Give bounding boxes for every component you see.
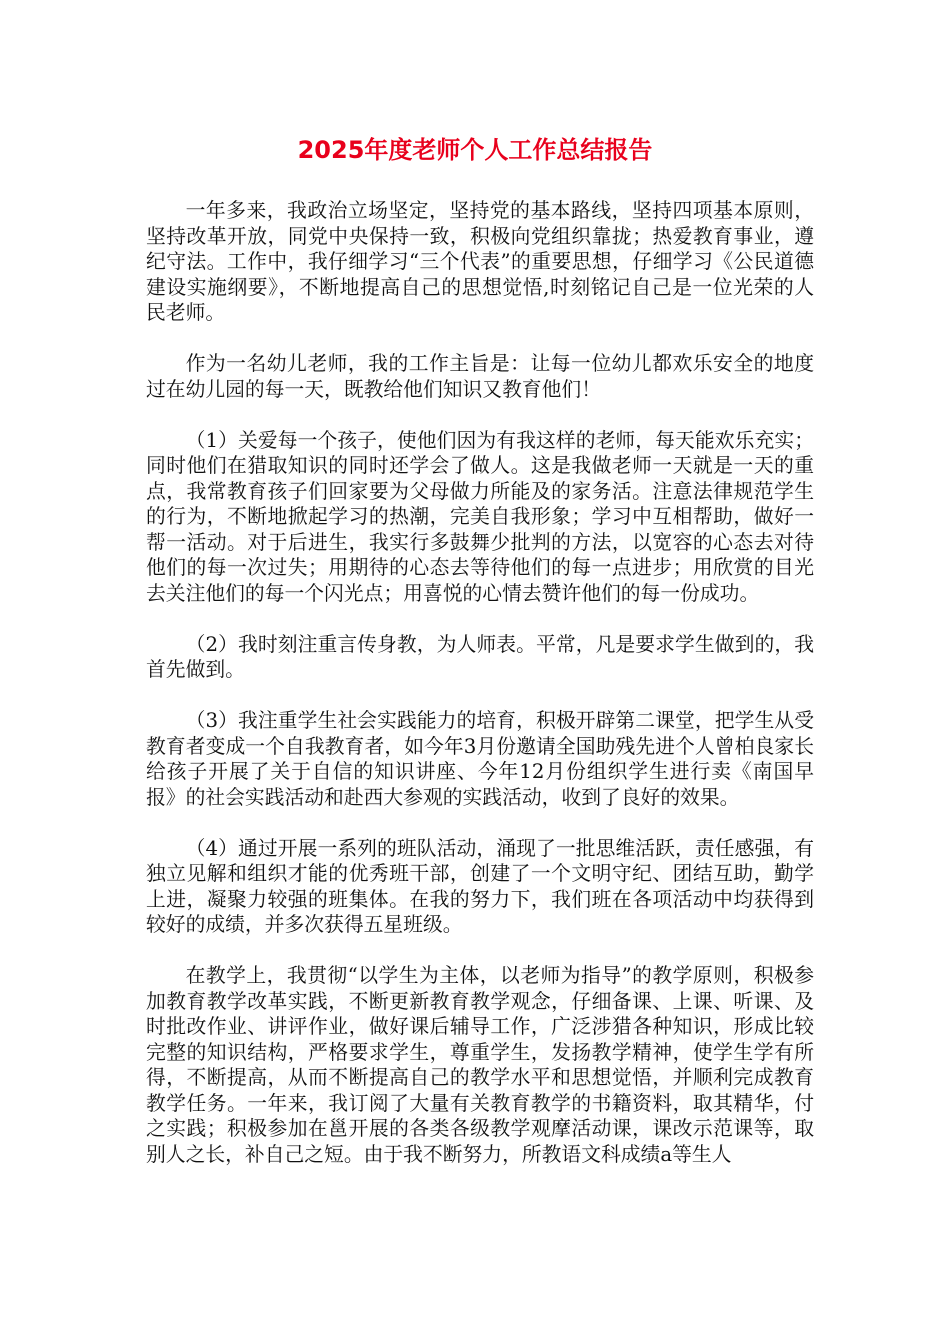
paragraph-teaching: 在教学上，我贯彻“以学生为主体，以老师为指导”的教学原则，积极参加教育教学改革实践，不断更新教育教学观念，仔细备课、上课、听课、及时批改作业、讲评作业，做好课后辅导工作，广泛涉猎各种知识，形成比较完整的知识结构，严格要求学生，尊重学生，发扬教学精神，使学生学有所得，不断提高，从而不断提高自己的教学水平和思想觉悟，并顺利完成教育教学任务。一年来，我订阅了大量有关教育教学的书籍资料，取其精华，付之实践；积极参加在邕开展的各类各级教学观摩活动课，课改示范课等，取别人之长，补自己之短。由于我不断努力，所教语文科成绩a等生人 (146, 964, 814, 1166)
paragraph-item-2: （2）我时刻注重言传身教，为人师表。平常，凡是要求学生做到的，我首先做到。 (146, 632, 814, 681)
paragraph-item-3: （3）我注重学生社会实践能力的培育，积极开辟第二课堂，把学生从受教育者变成一个自我教育者，如今年3月份邀请全国助残先进个人曾柏良家长给孩子开展了关于自信的知识讲座、今年12月份组织学生进行卖《南国早报》的社会实践活动和赴西大参观的实践活动，收到了良好的效果。 (146, 709, 814, 809)
paragraph-item-4: （4）通过开展一系列的班队活动，涌现了一批思维活跃，责任感强，有独立见解和组织才能的优秀班干部，创建了一个文明守纪、团结互助，勤学上进，凝聚力较强的班集体。在我的努力下，我们班在各项活动中均获得到较好的成绩，并多次获得五星班级。 (146, 836, 814, 936)
paragraph-political-stance: 一年多来，我政治立场坚定，坚持党的基本路线，坚持四项基本原则，坚持改革开放，同党中央保持一致，积极向党组织靠拢；热爱教育事业，遵纪守法。工作中，我仔细学习“三个代表”的重要思想，仔细学习《公民道德建设实施纲要》，不断地提高自己的思想觉悟,时刻铭记自己是一位光荣的人民老师。 (146, 199, 814, 324)
document-title: 2025年度老师个人工作总结报告 (297, 136, 653, 164)
paragraph-work-purpose: 作为一名幼儿老师，我的工作主旨是：让每一位幼儿都欢乐安全的地度过在幼儿园的每一天，既教给他们知识又教育他们！ (146, 352, 814, 401)
document-body (146, 198, 814, 1193)
paragraph-item-1: （1）关爱每一个孩子，使他们因为有我这样的老师，每天能欢乐充实；同时他们在猎取知识的同时还学会了做人。这是我做老师一天就是一天的重点，我常教育孩子们回家要为父母做力所能及的家务活。注意法律规范学生的行为，不断地掀起学习的热潮，完美自我形象；学习中互相帮助，做好一帮一活动。对于后进生，我实行多鼓舞少批判的方法，以宽容的心态去对待他们的每一次过失；用期待的心态去等待他们的每一点进步；用欣赏的目光去关注他们的每一个闪光点；用喜悦的心情去赞许他们的每一份成功。 (146, 428, 814, 605)
